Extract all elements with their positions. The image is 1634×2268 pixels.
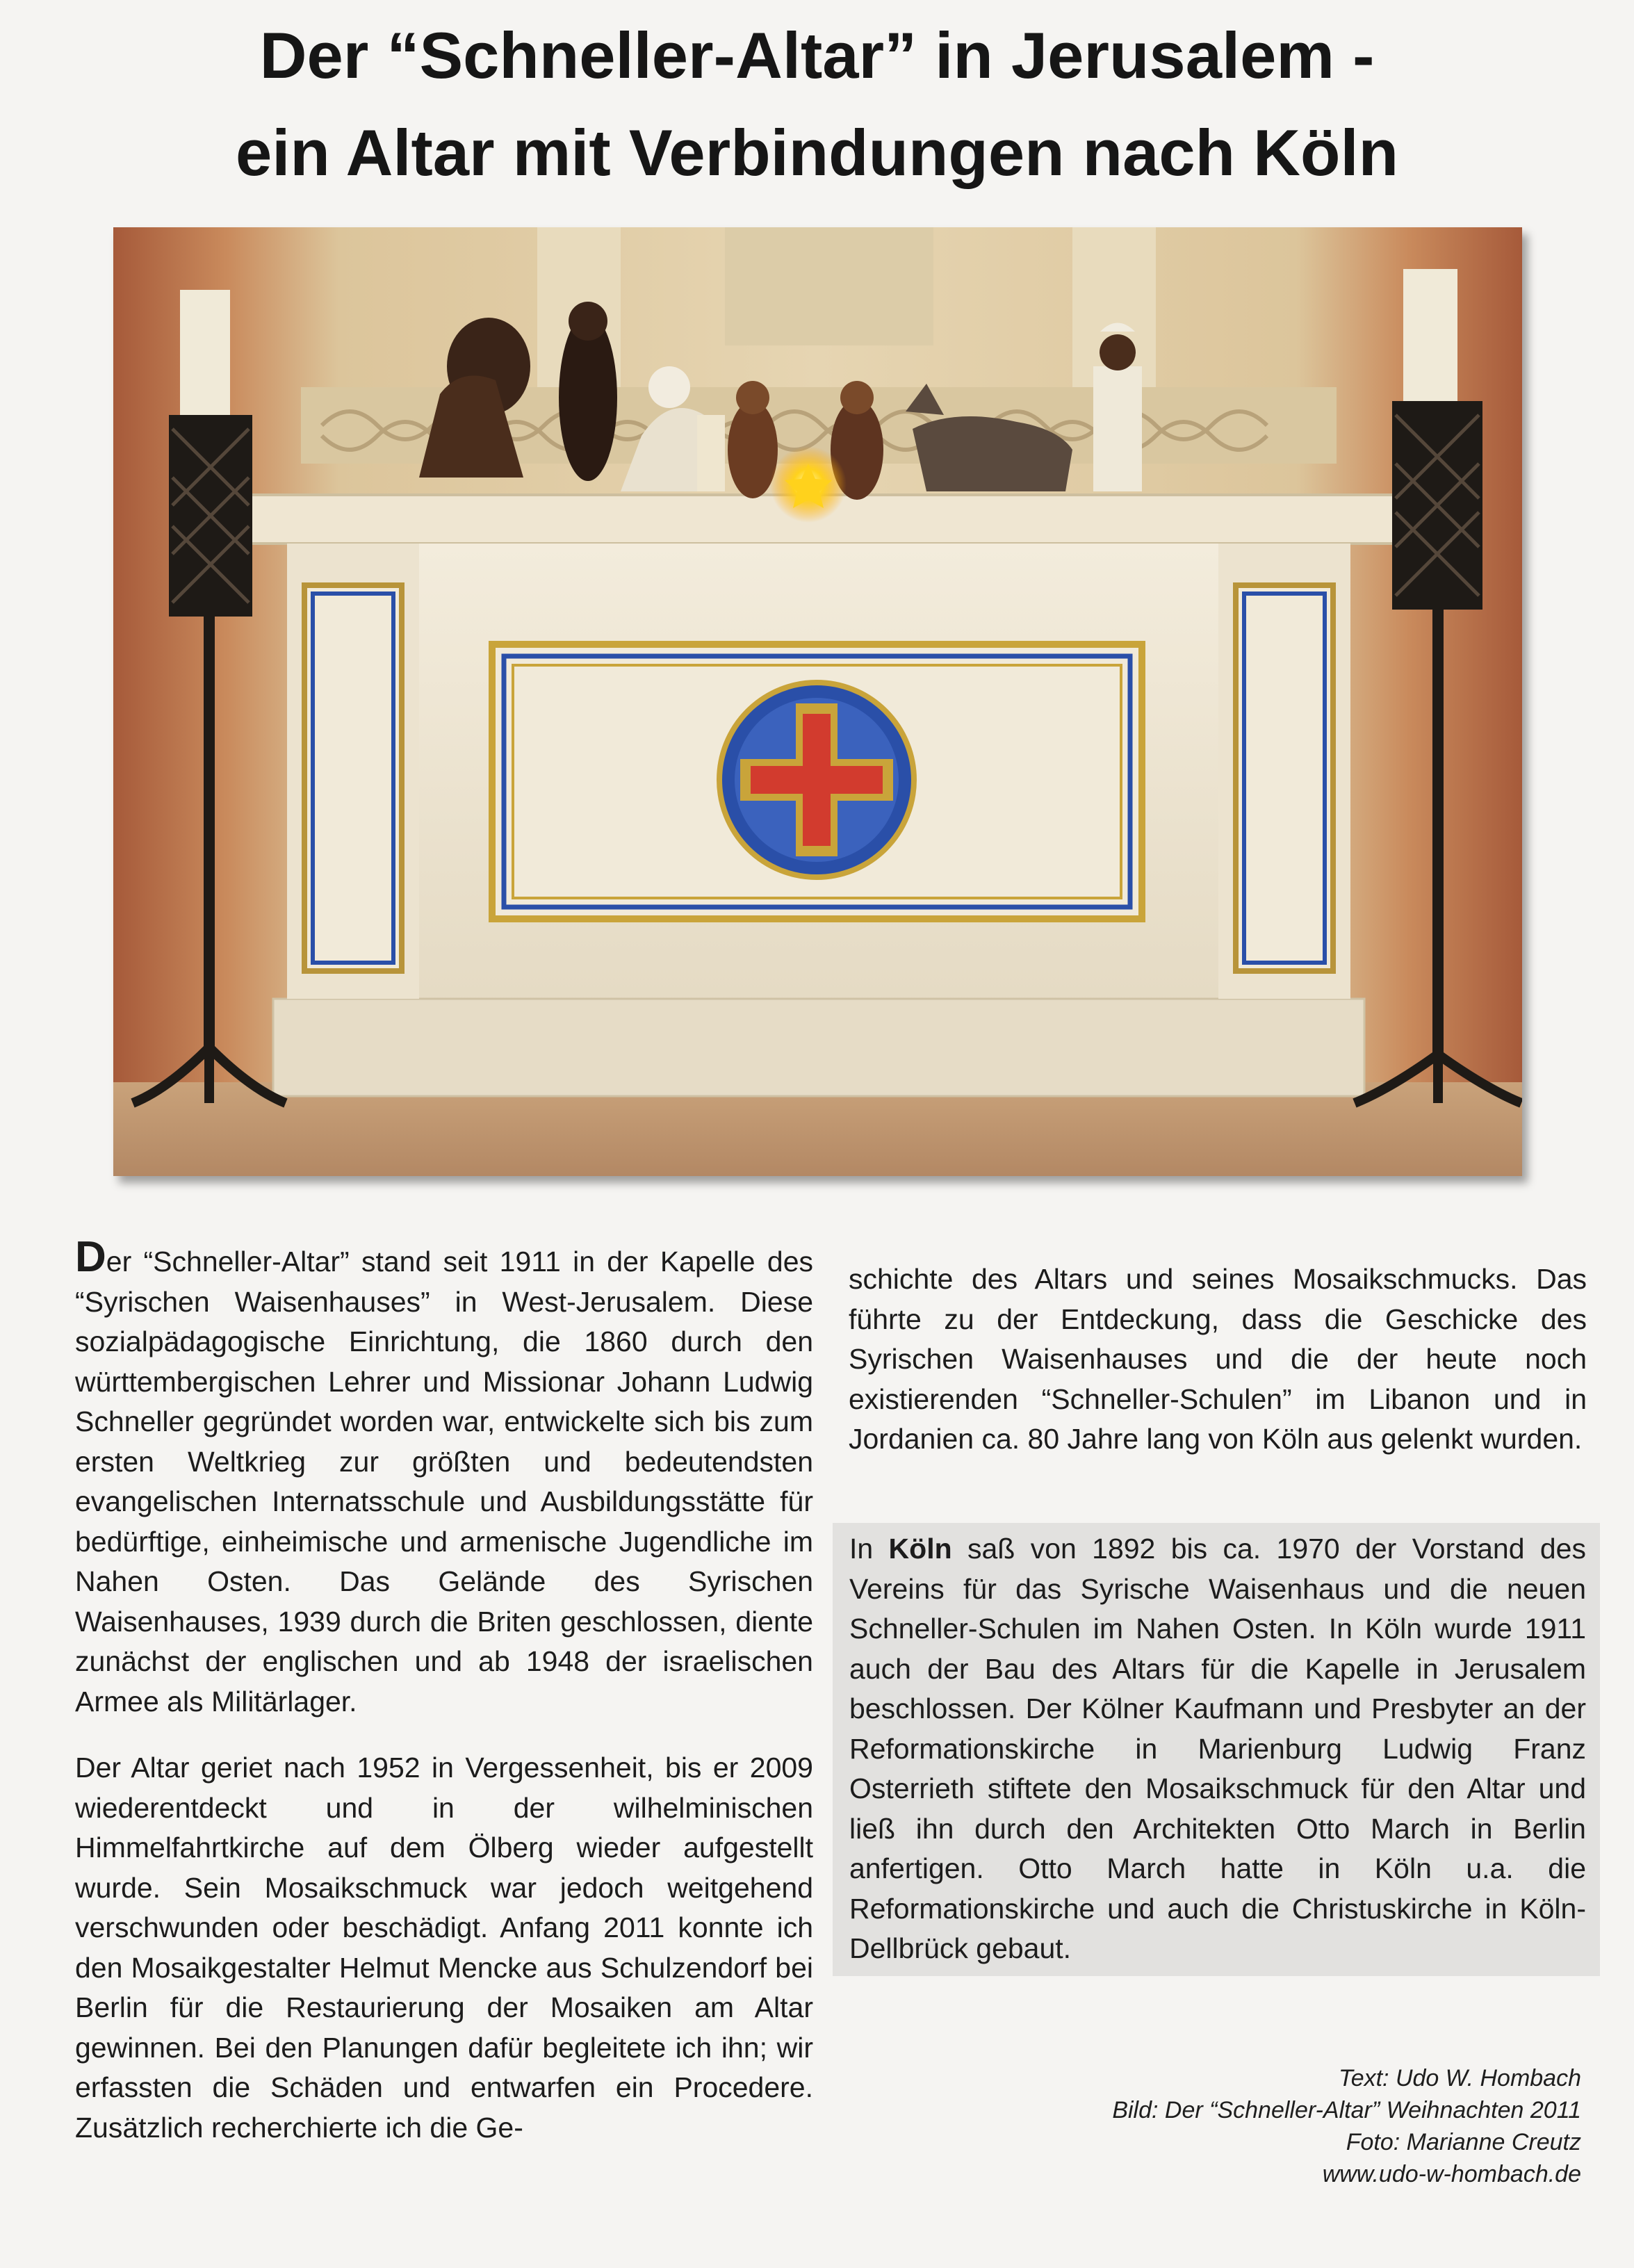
- highlight-text: [849, 1529, 1586, 1969]
- title-line-1: Der “Schneller-Altar” in Jerusalem -: [259, 19, 1375, 92]
- altar-photo-illustration: [113, 227, 1522, 1176]
- article-left-column: [75, 1233, 813, 2148]
- highlight-prefix: In: [849, 1533, 889, 1565]
- paragraph-1-text: er “Schneller-Altar” stand seit 1911 in der Kapelle des “Syrischen Waisenhauses” in West-Jerusalem. Diese sozialpädagogische Einrichtung, die 1860 durch den württembergischen Lehrer und Missionar Johann Ludwig Schneller gegründet worden war, entwickelte sich bis zum ersten Weltkrieg zur größten und bedeutendsten evangelischen Internatsschule und Ausbildungsstätte für bedürftige, einheimische und armenische Jugendliche im Nahen Osten. Das Gelände des Syrischen Waisenhauses, 1939 durch die Briten geschlossen, diente zunächst der englischen und ab 1948 der israelischen Armee als Militärlager.: [75, 1246, 813, 1718]
- title-line-2: ein Altar mit Verbindungen nach Köln: [236, 116, 1398, 189]
- article-title: [0, 7, 1634, 202]
- highlight-bold-city: Köln: [888, 1533, 952, 1565]
- drop-cap: D: [75, 1233, 106, 1281]
- highlight-body: saß von 1892 bis ca. 1970 der Vorstand des Vereins für das Syrische Waisenhaus und die neuen Schneller-Schulen im Nahen Osten. In Köln wurde 1911 auch der Bau des Altars für die Kapelle in Jerusalem beschlossen. Der Kölner Kaufmann und Presbyter an der Reformationskirche in Marienburg Ludwig Franz Osterrieth stiftete den Mosaikschmuck für den Altar und ließ ihn durch den Architekten Otto March in Berlin anfertigen. Otto March hatte in Köln u.a. die Reformationskirche und auch die Christuskirche in Köln-Dellbrück gebaut.: [849, 1533, 1586, 1964]
- credit-url[interactable]: www.udo-w-hombach.de: [1322, 2161, 1581, 2187]
- credit-text: Text: Udo W. Hombach: [1339, 2065, 1581, 2091]
- credit-image: Bild: Der “Schneller-Altar” Weihnachten 2011: [1112, 2097, 1581, 2123]
- altar-photo: [113, 227, 1522, 1176]
- article-paragraph-3: schichte des Altars und seines Mosaikschmucks. Das führte zu der Entdeckung, dass die Geschicke des Syrischen Waisenhauses und die der heute noch existierenden “Schneller-Schulen” im Libanon und in Jordanien ca. 80 Jahre lang von Köln aus gelenkt wurden.: [849, 1263, 1587, 1455]
- credits-block: [1112, 2062, 1581, 2190]
- article-right-column: [849, 1259, 1587, 1460]
- article-paragraph-1: [75, 1233, 813, 1722]
- credit-photo: Foto: Marianne Creutz: [1346, 2129, 1581, 2155]
- article-paragraph-2: Der Altar geriet nach 1952 in Vergessenheit, bis er 2009 wiederentdeckt und in der wilhelminischen Himmelfahrtkirche auf dem Ölberg wieder aufgestellt wurde. Sein Mosaikschmuck war jedoch weitgehend verschwunden oder beschädigt. Anfang 2011 konnte ich den Mosaikgestalter Helmut Mencke aus Schulzendorf bei Berlin für die Restaurierung der Mosaiken am Altar gewinnen. Bei den Planungen dafür begleitete ich ihn; wir erfassten die Schäden und entwarfen ein Procedere. Zusätzlich recherchierte ich die Ge-: [75, 1752, 813, 2144]
